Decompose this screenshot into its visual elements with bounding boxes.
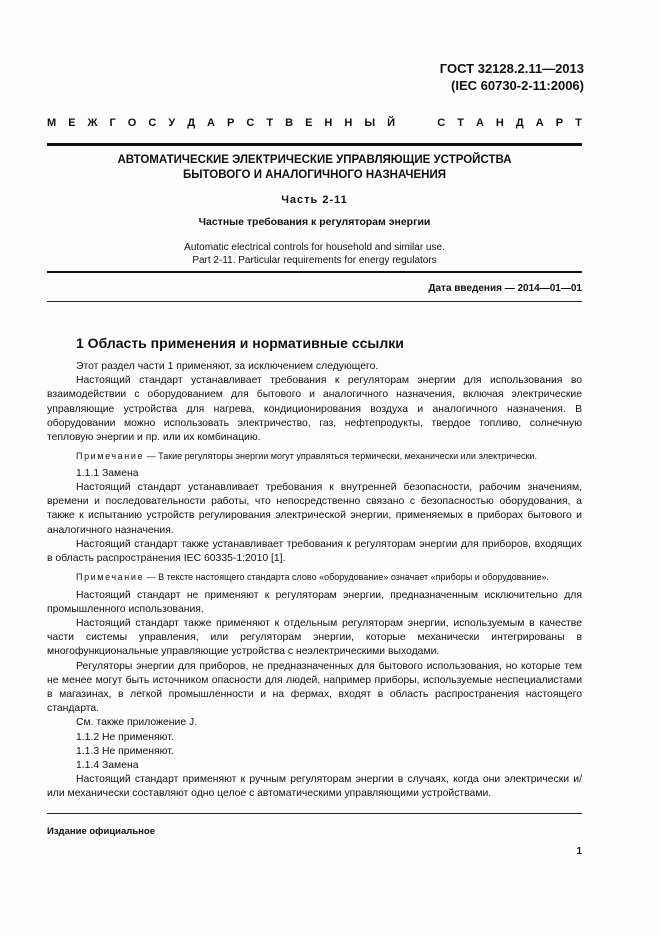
- note-label: Примечание: [76, 451, 145, 462]
- note: [47, 450, 582, 463]
- interstate-standard-banner: [47, 117, 582, 129]
- banner-letter: Т: [266, 117, 274, 129]
- banner-letter: Н: [495, 117, 504, 129]
- banner-letter: Р: [227, 117, 235, 129]
- banner-letter: С: [246, 117, 255, 129]
- banner-letter: А: [207, 117, 215, 129]
- paragraph: Настоящий стандарт устанавливает требования к внутренней безопасности, рабочим значениям, времени и последовательности работы, что непосредственно связано с безопасностью оборудования, а также к испытанию устройств регулирования электрической энергии, применяемых в приборах бытового и аналогичного назначения.: [47, 481, 582, 536]
- clause-heading: 1.1.4 Замена: [76, 760, 139, 772]
- english-title-line-1: Automatic electrical controls for household and similar use.: [184, 242, 445, 253]
- paragraph: Настоящий стандарт устанавливает требования к регуляторам энергии для использования во взаимодействии с оборудованием для бытового и аналогичного назначения, включая электрические управляющие устройства для нагрева, кондиционирования воздуха и аналогичного назначения. В оборудовании можно использовать электричество, газ, нефтепродукты, твердое топливо, солнечную тепловую энергии и пр. или их комбинацию.: [47, 375, 582, 444]
- banner-letter: [422, 117, 425, 129]
- banner-letter: Р: [555, 117, 564, 129]
- introduction-date: Дата введения — 2014—01—01: [428, 283, 582, 294]
- footer-rule: [47, 813, 582, 814]
- page-number: 1: [576, 846, 582, 857]
- section-heading: 1 Область применения и нормативные ссылки: [76, 335, 404, 351]
- banner-letter: Ж: [87, 117, 98, 129]
- paragraph: Этот раздел части 1 применяют, за исключением следующего.: [76, 361, 379, 372]
- banner-letter: Д: [187, 117, 196, 129]
- note-label: Примечание: [76, 572, 145, 583]
- banner-letter: У: [168, 117, 176, 129]
- banner-letter: С: [437, 117, 446, 129]
- official-edition-label: Издание официальное: [47, 826, 155, 837]
- banner-letter: Д: [515, 117, 524, 129]
- paragraph: Регуляторы энергии для приборов, не предназначенных для бытового использования, но которые тем не менее могут быть источником опасности для людей, например приборы, используемые неспециалистами в магазинах, в легкой промышленности и на фермах, входят в область распространения настоящего стандарта.: [47, 660, 582, 715]
- document-subtitle: Частные требования к регуляторам энергии: [198, 216, 431, 228]
- paragraph: Настоящий стандарт также применяют к отдельным регуляторам энергии, используемым в качестве части системы управления, или регуляторам энергии, которые механически интегрированы в многофункциональные управляющие устройства с неэлектрическими выходами.: [47, 618, 582, 658]
- clause-heading: 1.1.1 Замена: [76, 467, 139, 479]
- paragraph: Настоящий стандарт применяют к ручным регуляторам энергии в случаях, когда они электрически и/или механически составляют одно целое с автоматическими управляющими устройствами.: [47, 774, 582, 800]
- title-line-2: БЫТОВОГО И АНАЛОГИЧНОГО НАЗНАЧЕНИЯ: [183, 169, 446, 181]
- banner-letter: Н: [324, 117, 333, 129]
- banner-letter: А: [475, 117, 484, 129]
- paragraph: См. также приложение J.: [76, 717, 198, 729]
- gost-number: ГОСТ 32128.2.11—2013: [439, 61, 584, 76]
- section-body: [47, 360, 582, 802]
- standard-number-block: [440, 60, 584, 94]
- banner-letter: А: [535, 117, 544, 129]
- paragraph: Настоящий стандарт не применяют к регуляторам энергии, предназначенным исключительно для промышленного использования.: [47, 589, 582, 615]
- banner-letter: Т: [575, 117, 582, 129]
- banner-letter: Н: [344, 117, 353, 129]
- banner-letter: Ы: [364, 117, 376, 129]
- banner-letter: С: [148, 117, 157, 129]
- banner-letter: Е: [305, 117, 313, 129]
- iec-number: (IEC 60730-2-11:2006): [451, 78, 584, 93]
- banner-letter: Г: [109, 117, 116, 129]
- banner-letter: Е: [68, 117, 76, 129]
- note: [47, 571, 582, 584]
- header-rule-thick: [47, 143, 582, 146]
- document-title: [47, 153, 582, 183]
- banner-letter: Й: [387, 117, 396, 129]
- title-line-1: АВТОМАТИЧЕСКИЕ ЭЛЕКТРИЧЕСКИЕ УПРАВЛЯЮЩИЕ УСТРОЙСТВА: [117, 154, 512, 166]
- part-number: Часть 2-11: [281, 194, 348, 206]
- banner-letter: В: [285, 117, 294, 129]
- date-rule: [47, 301, 582, 302]
- note-text: — Такие регуляторы энергии могут управляться термически, механически или электрически.: [144, 451, 537, 462]
- clause-heading: 1.1.3 Не применяют.: [76, 745, 174, 757]
- banner-letter: Т: [457, 117, 464, 129]
- banner-letter: О: [127, 117, 137, 129]
- clause-heading: 1.1.2 Не применяют.: [76, 731, 174, 743]
- english-title: [47, 241, 582, 267]
- note-text: — В тексте настоящего стандарта слово «оборудование» означает «приборы и оборудование».: [144, 572, 549, 583]
- banner-letter: М: [47, 117, 57, 129]
- title-rule: [47, 271, 582, 273]
- english-title-line-2: Part 2-11. Particular requirements for energy regulators: [192, 255, 437, 266]
- banner-letter: [407, 117, 410, 129]
- paragraph: Настоящий стандарт также устанавливает требования к регуляторам энергии для приборов, входящих в область распространения IEC 60335-1:2010 [1].: [47, 538, 582, 564]
